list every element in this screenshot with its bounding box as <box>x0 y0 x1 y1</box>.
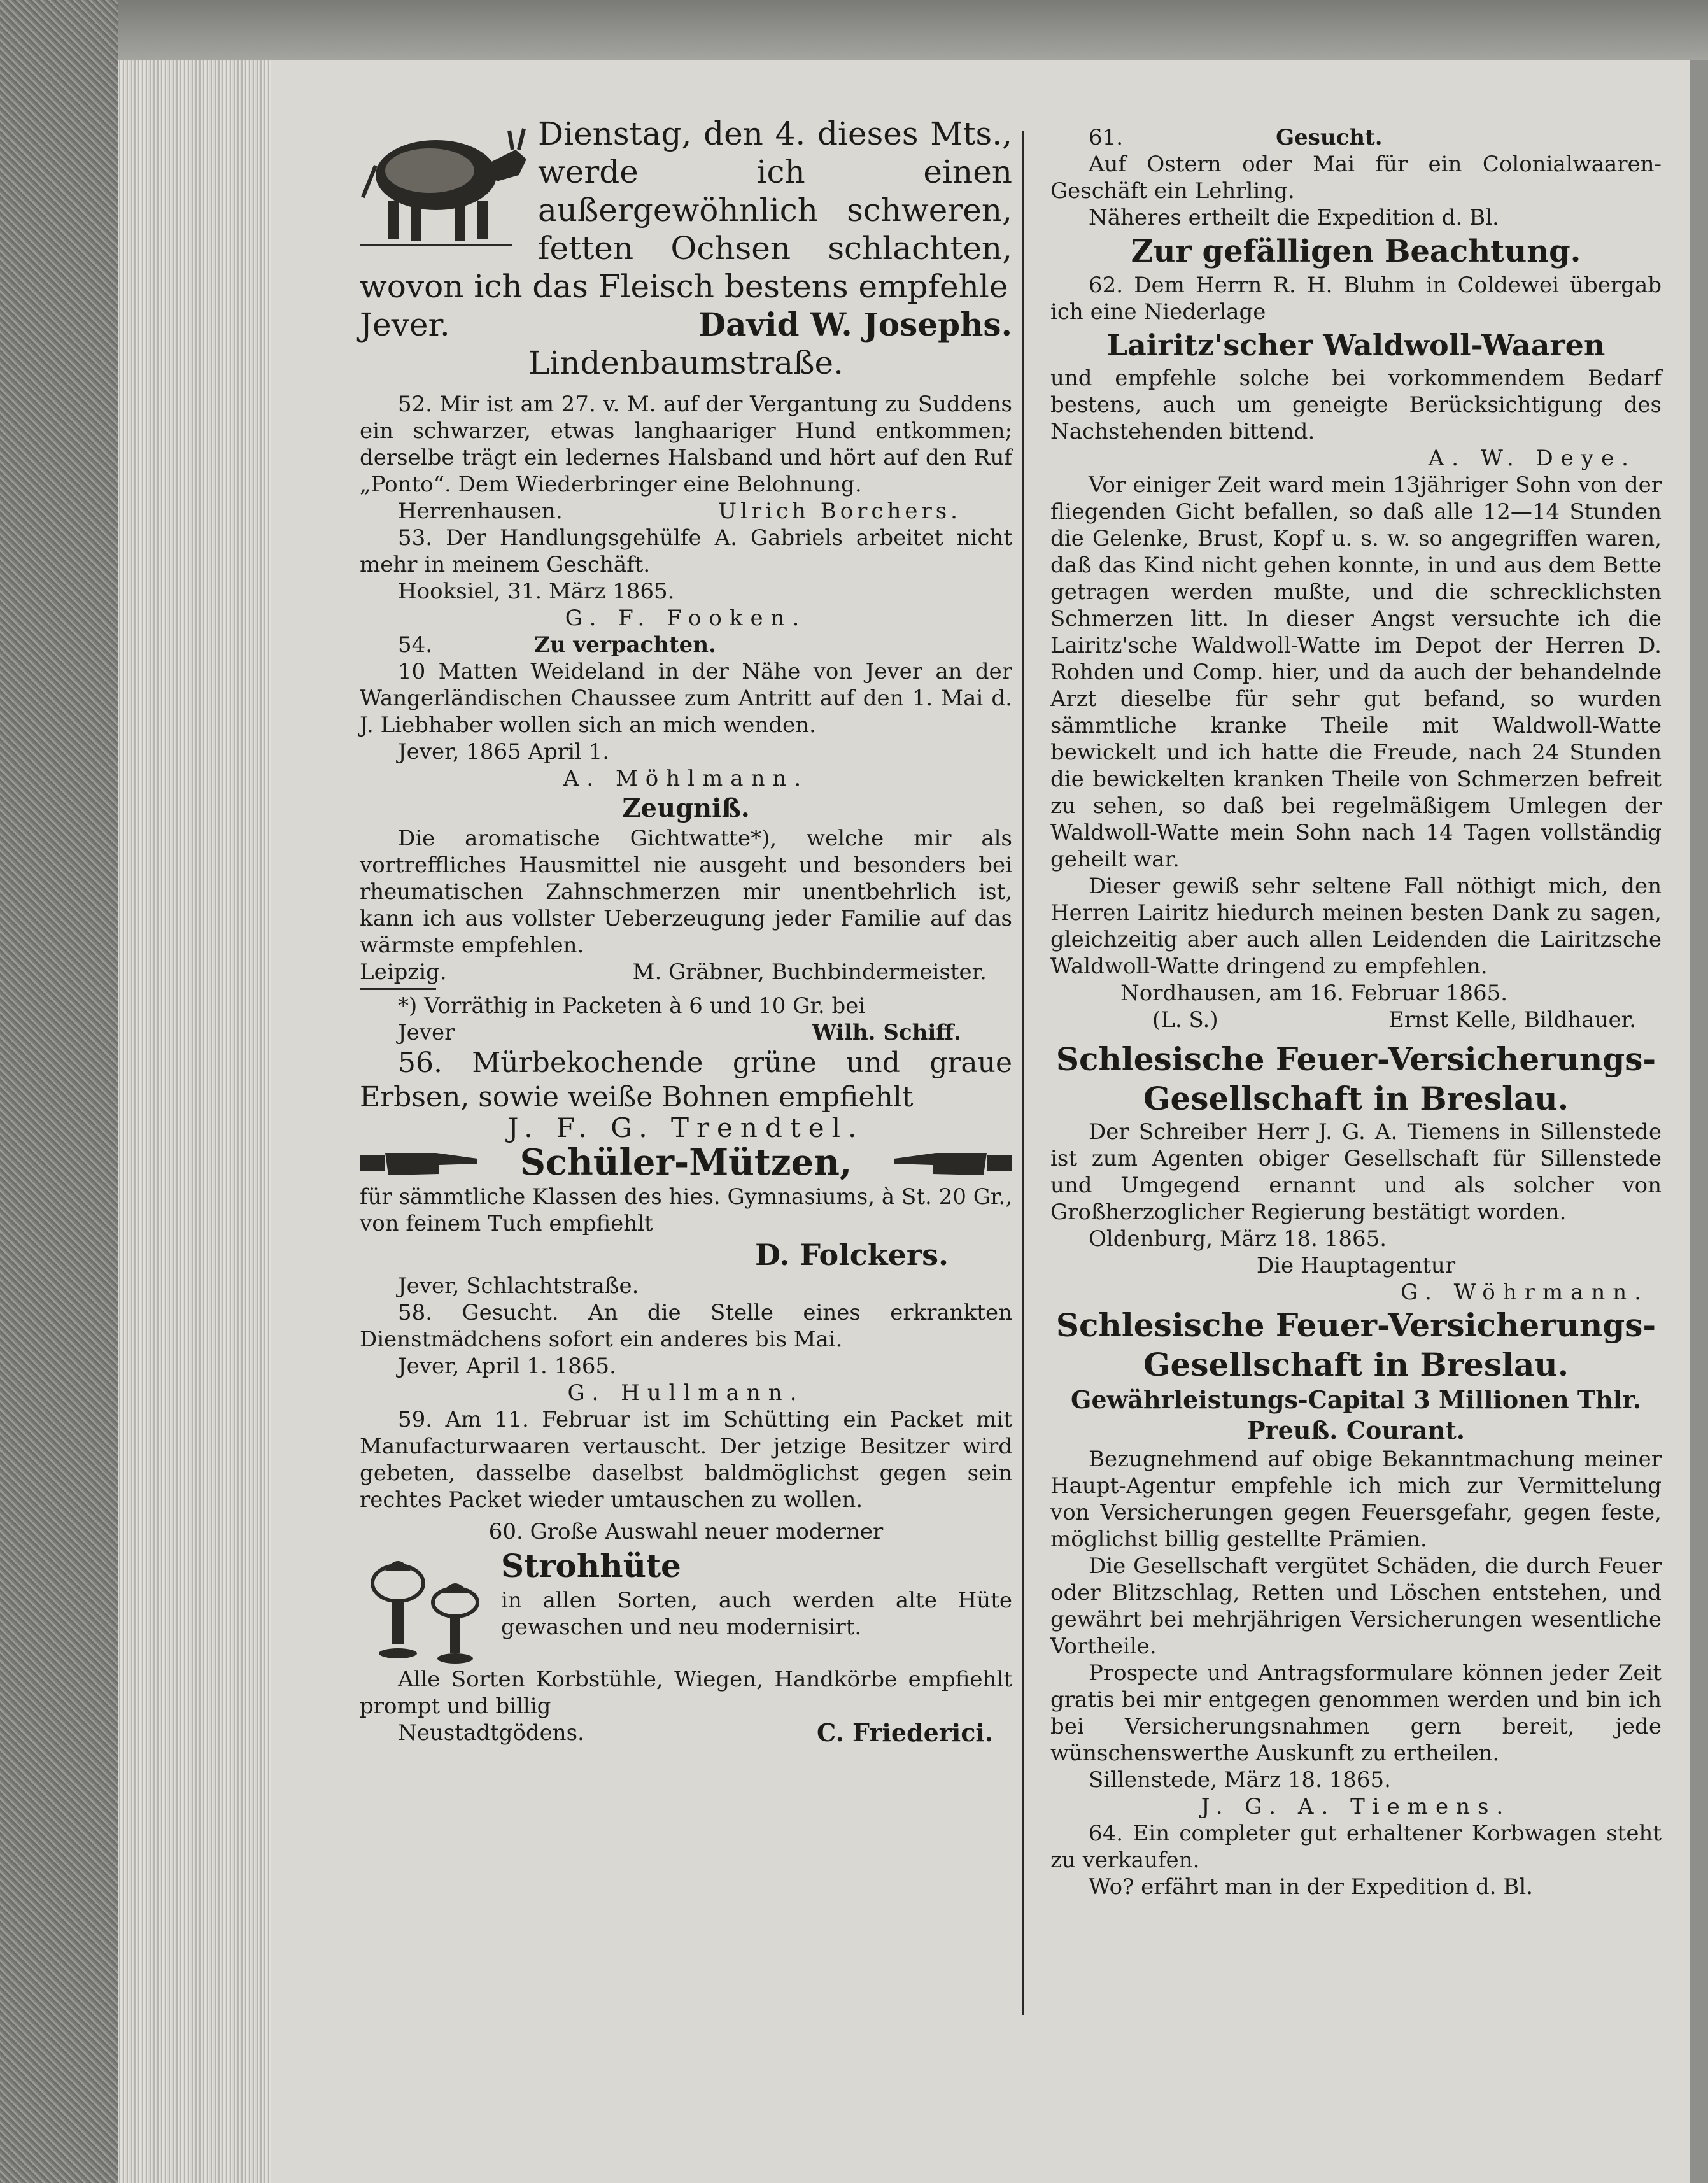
ad61-head: Gesucht. <box>1276 125 1383 150</box>
ad59-text: 59. Am 11. Februar ist im Schütting ein Packet mit Manufacturwaaren vertauscht. Der jetzige Besitzer wird gebeten, dasselbe daselbst baldmöglichst gegen sein rechtes Packet wieder umtauschen zu wollen. <box>360 1407 1012 1513</box>
ad62-product: Lairitz'scher Waldwoll-Waaren <box>1106 328 1606 362</box>
ad63b-capital: Gewährleistungs-Capital 3 Millionen Thlr. <box>1071 1385 1641 1414</box>
ox-ad-text: Dienstag, den 4. dieses Mts., werde ich einen außergewöhnlich schweren, fetten Ochsen schlachten, wovon ich das Fleisch bestens empfehle <box>360 115 1012 305</box>
ad62-text2: und empfehle solche bei vorkommendem Bedarf bestens, auch um geneigte Berücksichtigung des Nachstehenden bittend. <box>1050 365 1662 444</box>
ad-56 <box>360 1046 1012 1141</box>
ad54-date: Jever, 1865 April 1. <box>398 739 610 765</box>
ad62-seal: (L. S.) <box>1152 1007 1218 1033</box>
ad55-text: Die aromatische Gichtwatte*), welche mir als vortreffliches Hausmittel nie ausgeht und besonders bei rheumatischen Zahnschmerzen mir unentbehrlich ist, kann ich aus vollster Ueberzeugung jeder Familie auf das wärmste empfehlen. <box>360 826 1012 958</box>
ad60-head: Strohhüte <box>501 1547 681 1585</box>
ad-55 <box>360 792 1012 1046</box>
ad62-name: A. W. Deye. <box>1428 446 1636 471</box>
ad52-place: Herrenhausen. <box>398 498 563 524</box>
ad52-name: Ulrich Borchers. <box>718 498 961 524</box>
ad-53 <box>360 525 1012 632</box>
ad54-name: A. Möhlmann. <box>563 766 809 791</box>
column-divider <box>1022 131 1024 2015</box>
ad53-name: G. F. Fooken. <box>565 605 807 631</box>
pointing-hand-left-icon <box>891 1143 1012 1182</box>
ad62-text: 62. Dem Herrn R. H. Bluhm in Coldewei übergab ich eine Niederlage <box>1050 272 1662 325</box>
ad63b-name: J. G. A. Tiemens. <box>1201 1794 1511 1819</box>
ad60-name: C. Friederici. <box>817 1718 993 1747</box>
book-top-edge <box>118 0 1708 60</box>
ad63a-agency: Die Hauptagentur <box>1256 1253 1456 1278</box>
ad62-testimonial2: Dieser gewiß sehr seltene Fall nöthigt mich, den Herren Lairitz hiedurch meinen besten Dank zu sagen, gleichzeitig aber auch allen Leidenden die Lairitzsche Waldwoll-Watte dringend zu empfehlen. <box>1050 873 1662 979</box>
ad63b-date: Sillenstede, März 18. 1865. <box>1089 1767 1391 1793</box>
ox-illustration <box>360 115 532 248</box>
ad63a-name: G. Wöhrmann. <box>1401 1280 1649 1305</box>
ad63b-currency: Preuß. Courant. <box>1247 1416 1465 1445</box>
ad63a-head: Schlesische Feuer-Versicherungs-Gesellschaft in Breslau. <box>1055 1040 1656 1117</box>
ad64-text2: Wo? erfährt man in der Expedition d. Bl. <box>1089 1874 1534 1900</box>
ad63b-text2: Die Gesellschaft vergütet Schäden, die durch Feuer oder Blitzschlag, Retten und Löschen entstehen, und gewährt bei mehrjährigen Versicherungen wesentliche Vortheile. <box>1050 1553 1662 1659</box>
ad62-head: Zur gefälligen Beachtung. <box>1131 234 1581 269</box>
ad-52 <box>360 391 1012 525</box>
ox-ad-name: David W. Josephs. <box>698 306 1012 343</box>
ad-ox <box>360 115 1012 382</box>
page-edges <box>118 60 271 2183</box>
ad61-text2: Näheres ertheilt die Expedition d. Bl. <box>1089 205 1499 230</box>
ad61-num: 61. <box>1089 125 1124 150</box>
ad63a-date: Oldenburg, März 18. 1865. <box>1089 1226 1387 1252</box>
pointing-hand-right-icon <box>360 1143 481 1182</box>
ad58-text: 58. Gesucht. An die Stelle eines erkrankten Dienstmädchens sofort ein anderes bis Mai. <box>360 1300 1012 1352</box>
ad54-text: 10 Matten Weideland in der Nähe von Jever an der Wangerländischen Chaussee zum Antritt auf den 1. Mai d. J. Liebhaber wollen sich an mich wenden. <box>360 659 1012 738</box>
ad55-name: M. Gräbner, Buchbindermeister. <box>632 959 987 985</box>
ad-62 <box>1050 231 1662 1033</box>
ad54-head: Zu verpachten. <box>534 632 716 658</box>
ad-61 <box>1050 124 1662 231</box>
ad-63a <box>1050 1040 1662 1306</box>
ad63b-text: Bezugnehmend auf obige Bekanntmachung meiner Haupt-Agentur empfehle ich mich zur Vermittelung von Versicherungen gegen Feuersgefahr, gegen feste, möglichst billig gestellte Prämien. <box>1050 1446 1662 1552</box>
ad60-place: Neustadtgödens. <box>398 1720 584 1746</box>
ox-ad-place: Jever. <box>360 306 450 343</box>
ad55-place: Leipzig. <box>360 959 447 985</box>
ad53-text: 53. Der Handlungsgehülfe A. Gabriels arbeitet nicht mehr in meinem Geschäft. <box>360 525 1012 577</box>
ad57-name: D. Folckers. <box>755 1238 949 1272</box>
ad55-note-place: Jever <box>398 1020 455 1045</box>
ad-57 <box>360 1141 1012 1299</box>
right-column <box>1050 124 1662 1900</box>
ad56-name: J. F. G. Trendtel. <box>507 1112 865 1143</box>
ad62-testimonial: Vor einiger Zeit ward mein 13jähriger Sohn von der fliegenden Gicht befallen, so daß alle 12—14 Stunden die Gelenke, Brust, Kopf u. s. w. so angegriffen waren, daß das Kind nicht gehen konnte, in und aus dem Bette getragen werden mußte, und die schrecklichsten Schmerzen litt. In dieser Angst versuchte ich die Lairitz'sche Waldwoll-Watte im Depot der Herren D. Rohden und Comp. hier, und da auch der behandelnde Arzt dieselbe für sehr gut befand, so wurden sämmtliche kranke Theile mit Waldwoll-Watte bewickelt und ich hatte die Freude, nach 24 Stunden die bewickelten kranken Theile von Schmerzen befreit zu sehen, so daß bei regelmäßigem Umlegen der Waldwoll-Watte mein Sohn nach 14 Tagen vollständig geheilt war. <box>1050 472 1662 872</box>
left-column <box>360 115 1012 1746</box>
ad57-head: Schüler-Mützen, <box>519 1141 852 1183</box>
ad55-note: *) Vorräthig in Packeten à 6 und 10 Gr. bei <box>398 993 866 1019</box>
ad57-text: für sämmtliche Klassen des hies. Gymnasiums, à St. 20 Gr., von feinem Tuch empfiehlt <box>360 1184 1012 1236</box>
ad55-head: Zeugniß. <box>622 793 750 823</box>
ad52-text: 52. Mir ist am 27. v. M. auf der Vergantung zu Suddens ein schwarzer, etwas langhaariger Hund entkommen; derselbe trägt ein ledernes Halsband und hört auf den Ruf „Ponto“. Dem Wiederbringer eine Belohnung. <box>360 392 1012 497</box>
ad53-date: Hooksiel, 31. März 1865. <box>398 579 675 604</box>
ad64-text: 64. Ein completer gut erhaltener Korbwagen steht zu verkaufen. <box>1050 1821 1662 1873</box>
ad62-date: Nordhausen, am 16. Februar 1865. <box>1120 980 1508 1006</box>
ad60-text2: Alle Sorten Korbstühle, Wiegen, Handkörbe empfiehlt prompt und billig <box>360 1667 1012 1719</box>
ad57-place: Jever, Schlachtstraße. <box>398 1273 639 1299</box>
ox-ad-street: Lindenbaumstraße. <box>528 344 843 381</box>
ad62-signer: Ernst Kelle, Bildhauer. <box>1388 1007 1636 1033</box>
ad61-text: Auf Ostern oder Mai für ein Colonialwaaren-Geschäft ein Lehrling. <box>1050 152 1662 204</box>
ad-59 <box>360 1406 1012 1513</box>
footnote-rule <box>360 988 436 990</box>
ad-64 <box>1050 1820 1662 1900</box>
newspaper-page <box>271 60 1690 2183</box>
ad-63b <box>1050 1306 1662 1820</box>
ad-58 <box>360 1299 1012 1406</box>
ad56-text: 56. Mürbekochende grüne und graue Erbsen, sowie weiße Bohnen empfiehlt <box>360 1047 1012 1113</box>
ad63a-text: Der Schreiber Herr J. G. A. Tiemens in Sillenstede ist zum Agenten obiger Gesellschaft für Sillenstede und Umgegend ernannt und als solcher von Großherzoglicher Regierung bestätigt worden. <box>1050 1119 1662 1225</box>
ad54-num: 54. <box>398 632 433 658</box>
ad58-name: G. Hullmann. <box>567 1380 805 1406</box>
ad60-intro: 60. Große Auswahl neuer moderner <box>488 1519 884 1544</box>
ad-54 <box>360 632 1012 792</box>
ad63b-text3: Prospecte und Antragsformulare können jeder Zeit gratis bei mir entgegen genommen werden und bin ich bei Versicherungsnahmen gern bereit, jede wünschenswerthe Auskunft zu ertheilen. <box>1050 1660 1662 1766</box>
ad60-text: in allen Sorten, auch werden alte Hüte gewaschen und neu modernisirt. <box>501 1588 1012 1640</box>
ad63b-head: Schlesische Feuer-Versicherungs-Gesellschaft in Breslau. <box>1055 1306 1656 1383</box>
ad-60 <box>360 1518 1012 1746</box>
straw-hats-illustration <box>360 1545 493 1666</box>
book-binding <box>0 0 118 2183</box>
ad55-note-name: Wilh. Schiff. <box>812 1020 961 1045</box>
ad58-date: Jever, April 1. 1865. <box>398 1353 616 1379</box>
